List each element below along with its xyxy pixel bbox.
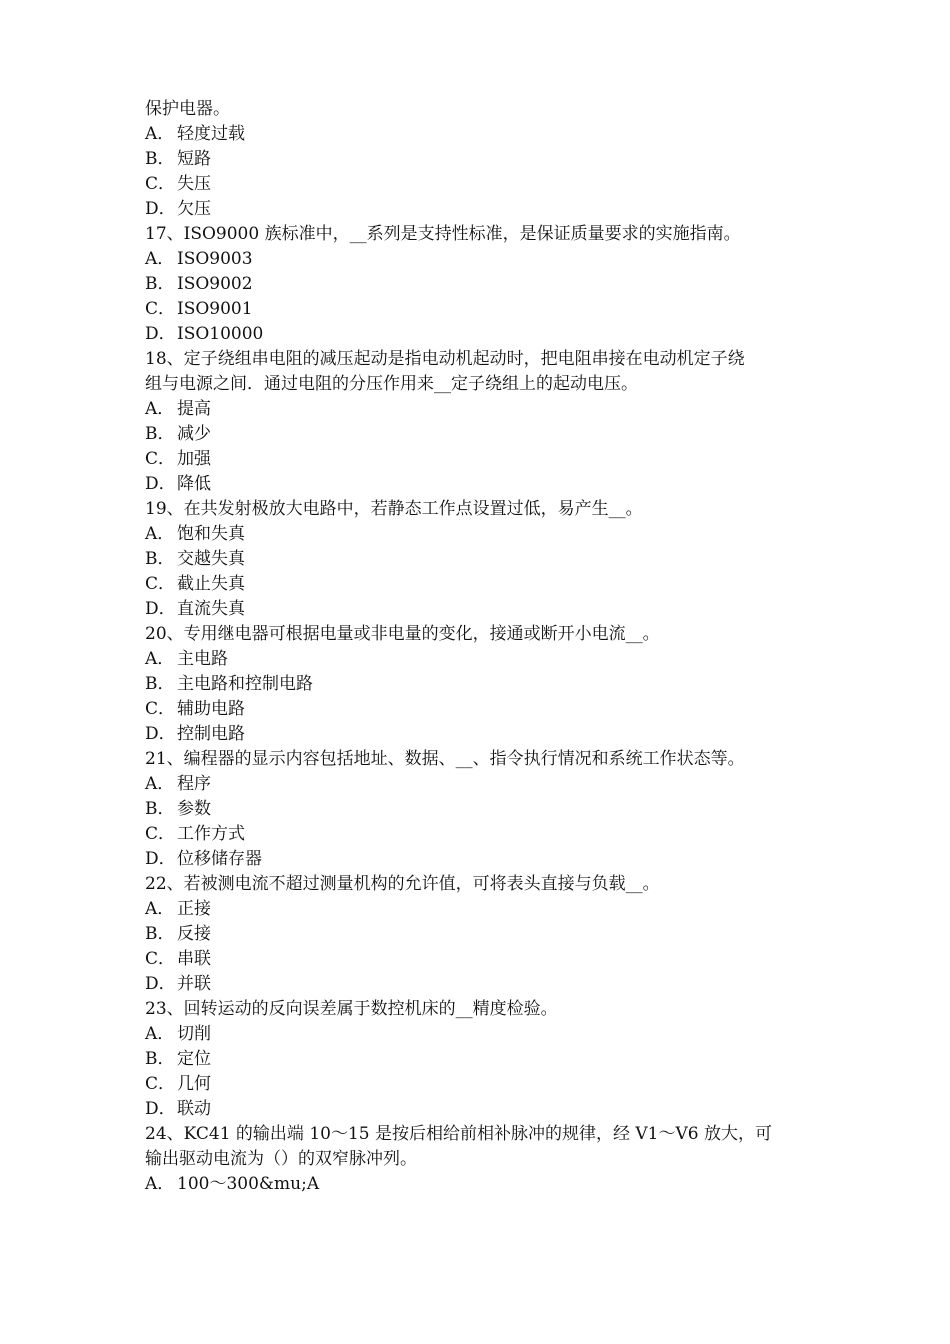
option-letter: D． bbox=[145, 474, 176, 494]
option-letter: D． bbox=[145, 724, 176, 744]
option-letter: C． bbox=[145, 699, 176, 719]
option-letter: C． bbox=[145, 574, 176, 594]
question-21-stem-line: 21、编程器的显示内容包括地址、数据、__、指令执行情况和系统工作状态等。 bbox=[145, 749, 745, 769]
option-text: 反接 bbox=[177, 924, 211, 944]
question-21-option-b bbox=[145, 797, 815, 822]
option-text: 减少 bbox=[177, 424, 211, 444]
question-21-option-d bbox=[145, 847, 815, 872]
question-20-stem-line: 20、专用继电器可根据电量或非电量的变化，接通或断开小电流__。 bbox=[145, 624, 660, 644]
question-22-stem-line: 22、若被测电流不超过测量机构的允许值，可将表头直接与负载__。 bbox=[145, 874, 660, 894]
question-19 bbox=[145, 497, 815, 622]
question-19-option-c bbox=[145, 572, 815, 597]
question-16-options bbox=[145, 122, 815, 222]
question-17-option-c bbox=[145, 297, 815, 322]
option-text: 截止失真 bbox=[177, 574, 245, 594]
option-text: 加强 bbox=[177, 449, 211, 469]
question-list bbox=[145, 222, 815, 1197]
question-24-stem-line: 输出驱动电流为（）的双窄脉冲列。 bbox=[145, 1149, 417, 1169]
option-text: 欠压 bbox=[177, 199, 211, 219]
question-21 bbox=[145, 747, 815, 872]
question-19-option-d bbox=[145, 597, 815, 622]
question-21-option-c bbox=[145, 822, 815, 847]
option-text: 联动 bbox=[177, 1099, 211, 1119]
option-text: ISO9002 bbox=[177, 274, 253, 294]
option-letter: C． bbox=[145, 174, 176, 194]
question-24 bbox=[145, 1122, 815, 1197]
document-page bbox=[145, 97, 815, 1197]
option-letter: C． bbox=[145, 449, 176, 469]
question-17-option-b bbox=[145, 272, 815, 297]
option-text: 串联 bbox=[177, 949, 211, 969]
question-17-option-d bbox=[145, 322, 815, 347]
question-18-option-b bbox=[145, 422, 815, 447]
option-letter: B． bbox=[145, 1049, 175, 1069]
question-23-stem-line: 23、回转运动的反向误差属于数控机床的__精度检验。 bbox=[145, 999, 558, 1019]
option-text: 正接 bbox=[177, 899, 211, 919]
question-17 bbox=[145, 222, 815, 347]
question-19-stem-line: 19、在共发射极放大电路中，若静态工作点设置过低，易产生__。 bbox=[145, 499, 643, 519]
option-text: ISO9003 bbox=[177, 249, 253, 269]
question-23 bbox=[145, 997, 815, 1122]
question-16-option-d bbox=[145, 197, 815, 222]
question-18-option-a bbox=[145, 397, 815, 422]
question-23-option-d bbox=[145, 1097, 815, 1122]
question-18-stem-line: 18、定子绕组串电阻的减压起动是指电动机起动时，把电阻串接在电动机定子绕 bbox=[145, 349, 745, 369]
option-letter: A． bbox=[145, 124, 175, 144]
option-text: 辅助电路 bbox=[177, 699, 245, 719]
question-24-option-a bbox=[145, 1172, 815, 1197]
option-letter: A． bbox=[145, 1174, 175, 1194]
question-20-option-d bbox=[145, 722, 815, 747]
option-text: 直流失真 bbox=[177, 599, 245, 619]
option-letter: A． bbox=[145, 774, 175, 794]
option-text: 几何 bbox=[177, 1074, 211, 1094]
option-letter: D． bbox=[145, 849, 176, 869]
option-text: 交越失真 bbox=[177, 549, 245, 569]
option-letter: B． bbox=[145, 674, 175, 694]
option-text: 失压 bbox=[177, 174, 211, 194]
option-letter: A． bbox=[145, 249, 175, 269]
option-text: 短路 bbox=[177, 149, 211, 169]
option-text: 切削 bbox=[177, 1024, 211, 1044]
option-text: 工作方式 bbox=[177, 824, 245, 844]
option-letter: A． bbox=[145, 524, 175, 544]
option-letter: B． bbox=[145, 424, 175, 444]
option-text: 控制电路 bbox=[177, 724, 245, 744]
question-20-option-b bbox=[145, 672, 815, 697]
option-text: 程序 bbox=[177, 774, 211, 794]
question-18-option-c bbox=[145, 447, 815, 472]
question-22-option-d bbox=[145, 972, 815, 997]
option-text: 降低 bbox=[177, 474, 211, 494]
question-16-option-a bbox=[145, 122, 815, 147]
option-letter: D． bbox=[145, 1099, 176, 1119]
option-text: ISO10000 bbox=[177, 324, 264, 344]
question-16-option-c bbox=[145, 172, 815, 197]
question-22-option-b bbox=[145, 922, 815, 947]
question-23-option-a bbox=[145, 1022, 815, 1047]
question-18 bbox=[145, 347, 815, 497]
option-letter: C． bbox=[145, 299, 176, 319]
option-letter: D． bbox=[145, 599, 176, 619]
option-text: 主电路和控制电路 bbox=[177, 674, 313, 694]
option-letter: A． bbox=[145, 399, 175, 419]
question-23-option-b bbox=[145, 1047, 815, 1072]
question-22-option-a bbox=[145, 897, 815, 922]
option-letter: D． bbox=[145, 974, 176, 994]
option-text: 轻度过载 bbox=[177, 124, 245, 144]
question-22-option-c bbox=[145, 947, 815, 972]
option-letter: A． bbox=[145, 1024, 175, 1044]
question-16-option-b bbox=[145, 147, 815, 172]
option-letter: B． bbox=[145, 799, 175, 819]
question-22 bbox=[145, 872, 815, 997]
option-letter: B． bbox=[145, 549, 175, 569]
option-letter: C． bbox=[145, 1074, 176, 1094]
question-20 bbox=[145, 622, 815, 747]
option-letter: A． bbox=[145, 649, 175, 669]
question-20-option-c bbox=[145, 697, 815, 722]
question-17-option-a bbox=[145, 247, 815, 272]
question-20-option-a bbox=[145, 647, 815, 672]
question-21-option-a bbox=[145, 772, 815, 797]
question-16-tail: 保护电器。 bbox=[145, 99, 230, 119]
question-19-option-a bbox=[145, 522, 815, 547]
option-text: 饱和失真 bbox=[177, 524, 245, 544]
question-18-stem-line: 组与电源之间．通过电阻的分压作用来__定子绕组上的起动电压。 bbox=[145, 374, 638, 394]
option-letter: B． bbox=[145, 924, 175, 944]
option-text: 并联 bbox=[177, 974, 211, 994]
option-text: 主电路 bbox=[177, 649, 228, 669]
option-text: ISO9001 bbox=[177, 299, 253, 319]
question-17-stem-line: 17、ISO9000 族标准中，__系列是支持性标准，是保证质量要求的实施指南。 bbox=[145, 224, 741, 244]
question-19-option-b bbox=[145, 547, 815, 572]
option-text: 定位 bbox=[177, 1049, 211, 1069]
option-text: 位移储存器 bbox=[177, 849, 262, 869]
option-letter: A． bbox=[145, 899, 175, 919]
option-text: 100～300&mu;A bbox=[177, 1174, 320, 1194]
option-letter: C． bbox=[145, 824, 176, 844]
option-letter: C． bbox=[145, 949, 176, 969]
option-letter: B． bbox=[145, 149, 175, 169]
option-letter: B． bbox=[145, 274, 175, 294]
option-text: 提高 bbox=[177, 399, 211, 419]
question-23-option-c bbox=[145, 1072, 815, 1097]
option-letter: D． bbox=[145, 199, 176, 219]
question-18-option-d bbox=[145, 472, 815, 497]
option-text: 参数 bbox=[177, 799, 211, 819]
option-letter: D． bbox=[145, 324, 176, 344]
question-24-stem-line: 24、KC41 的输出端 10～15 是按后相给前相补脉冲的规律，经 V1～V6 放大，可 bbox=[145, 1124, 772, 1144]
